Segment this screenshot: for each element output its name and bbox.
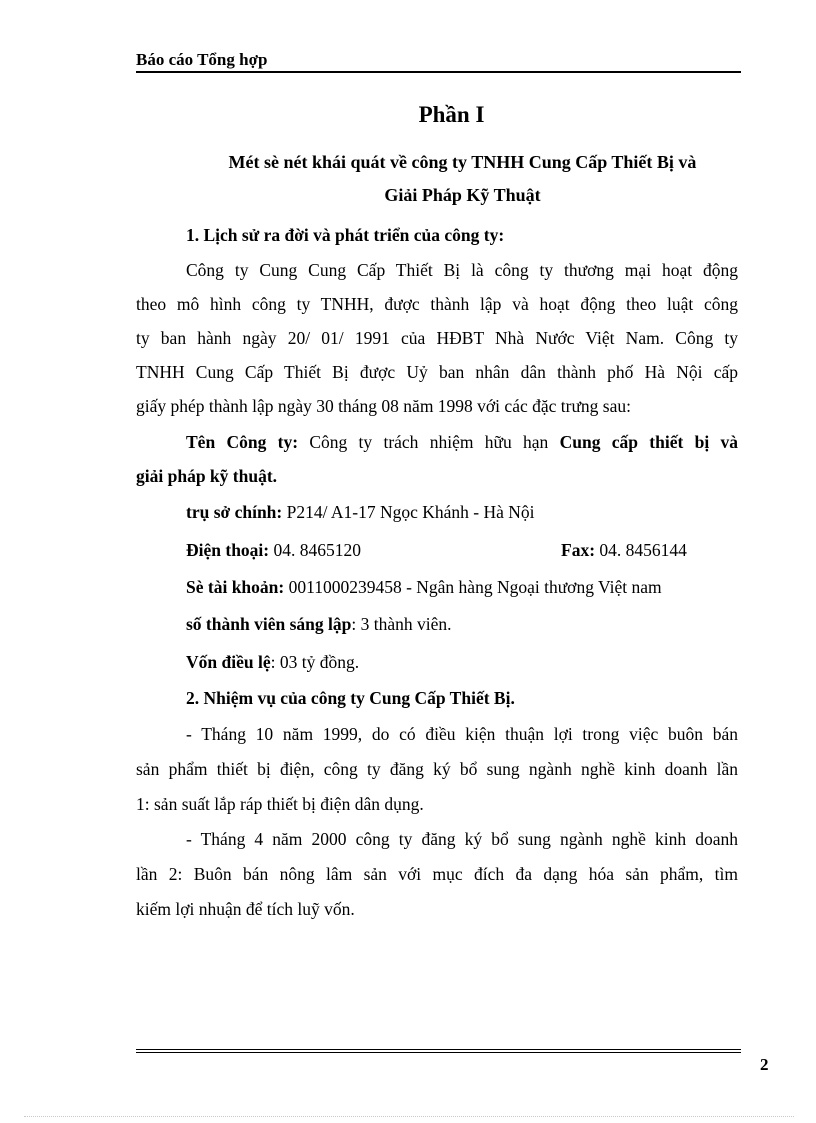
- para2-line3: 1: sản suất lắp ráp thiết bị điện dân dụng.: [136, 794, 424, 814]
- office-value: P214/ A1-17 Ngọc Khánh - Hà Nội: [282, 502, 535, 522]
- phone-value: 04. 8465120: [269, 540, 361, 560]
- fax-label: Fax:: [561, 540, 596, 560]
- phone-label: Điện thoại:: [186, 540, 270, 560]
- header-rule: [136, 71, 741, 73]
- office-row: [186, 501, 535, 523]
- company-name-bold1: Cung cấp thiết bị và: [559, 432, 738, 452]
- para3-line2: lần 2: Buôn bán nông lâm sản với mục đích đa dạng hóa sản phẩm, tìm: [136, 864, 738, 884]
- section-title-line1: Mét sè nét khái quát về công ty TNHH Cung Cấp Thiết Bị và: [228, 152, 697, 172]
- company-name-label: Tên Công ty:: [186, 432, 299, 452]
- para2-line1: - Tháng 10 năm 1999, do có điều kiện thuận lợi trong việc buôn bán: [186, 724, 738, 744]
- heading-mission: 2. Nhiệm vụ của công ty Cung Cấp Thiết Bị.: [186, 688, 515, 708]
- phone-row: [186, 539, 361, 561]
- capital-value: : 03 tỷ đồng.: [270, 652, 360, 672]
- members-value: : 3 thành viên.: [351, 614, 452, 634]
- page-number: 2: [760, 1055, 769, 1074]
- part-title: Phần I: [418, 102, 485, 127]
- para1-line1: Công ty Cung Cung Cấp Thiết Bị là công ty thương mại hoạt động: [186, 260, 738, 280]
- company-name-line1: [186, 431, 738, 453]
- account-value: 0011000239458 - Ngân hàng Ngoại thương Việt nam: [284, 577, 662, 597]
- header-title: Báo cáo Tổng hợp: [136, 50, 268, 69]
- members-row: [186, 613, 451, 635]
- para3-line1: - Tháng 4 năm 2000 công ty đăng ký bổ sung ngành nghề kinh doanh: [186, 829, 738, 849]
- section-title-line2: Giải Pháp Kỹ Thuật: [384, 185, 541, 205]
- para3-line3: kiếm lợi nhuận để tích luỹ vốn.: [136, 899, 355, 919]
- para1-line4: TNHH Cung Cấp Thiết Bị được Uỷ ban nhân dân thành phố Hà Nội cấp: [136, 362, 738, 382]
- fax-value: 04. 8456144: [595, 540, 687, 560]
- company-name-line2: giải pháp kỹ thuật.: [136, 466, 278, 486]
- capital-label: Vốn điều lệ: [186, 652, 271, 672]
- company-name-prefix: Công ty trách nhiệm hữu hạn: [298, 432, 560, 452]
- para1-line2: theo mô hình công ty TNHH, được thành lập và hoạt động theo luật công: [136, 294, 738, 314]
- para2-line2: sản phẩm thiết bị điện, công ty đăng ký bổ sung ngành nghề kinh doanh lần: [136, 759, 738, 779]
- para1-line5: giấy phép thành lập ngày 30 tháng 08 năm 1998 với các đặc trưng sau:: [136, 396, 631, 416]
- office-label: trụ sở chính:: [186, 502, 283, 522]
- capital-row: [186, 651, 359, 673]
- page-edge-dotted-line: [24, 1116, 794, 1117]
- account-label: Sè tài khoản:: [186, 577, 285, 597]
- para1-line3: ty ban hành ngày 20/ 01/ 1991 của HĐBT Nhà Nước Việt Nam. Công ty: [136, 328, 738, 348]
- footer-rule-top: [136, 1049, 741, 1050]
- fax-row: [561, 539, 687, 561]
- account-row: [186, 576, 662, 598]
- members-label: số thành viên sáng lập: [186, 614, 352, 634]
- footer-rule-bottom: [136, 1052, 741, 1053]
- heading-history: 1. Lịch sử ra đời và phát triển của công ty:: [186, 225, 505, 245]
